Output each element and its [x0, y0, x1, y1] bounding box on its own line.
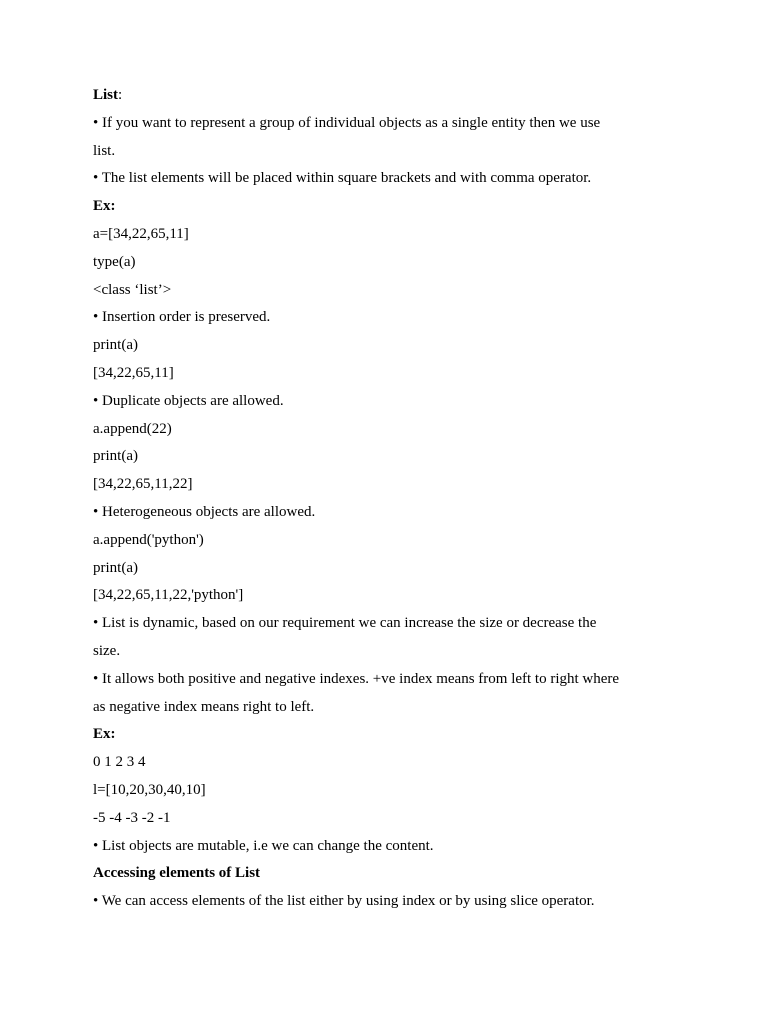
bullet-access: • We can access elements of the list either by using index or by using slice operator.	[93, 893, 595, 910]
text-line: • If you want to represent a group of individual objects as a single entity then we use	[93, 114, 601, 131]
heading-accessing-elements: Accessing elements of List	[93, 865, 261, 882]
code-line: [34,22,65,11,22,'python']	[93, 587, 244, 604]
code-line: [34,22,65,11,22]	[93, 476, 193, 493]
code-line: 0 1 2 3 4	[93, 754, 146, 771]
heading-list-text: List	[93, 87, 119, 103]
code-line: a.append('python')	[93, 531, 204, 548]
heading-list-colon: :	[118, 87, 123, 103]
code-line: [34,22,65,11]	[93, 364, 174, 381]
bullet-indexes: • It allows both positive and negative indexes. +ve index means from left to right where	[93, 670, 620, 687]
code-line: print(a)	[93, 448, 138, 465]
code-line: a=[34,22,65,11]	[93, 225, 189, 242]
text-line: list.	[93, 142, 116, 159]
ex-label: Ex:	[93, 726, 116, 743]
text-line: • The list elements will be placed within square brackets and with comma operator.	[93, 170, 592, 187]
code-line: -5 -4 -3 -2 -1	[93, 809, 171, 826]
document-page	[93, 82, 673, 916]
ex-label: Ex:	[93, 198, 116, 215]
code-line: print(a)	[93, 559, 138, 576]
bullet-duplicates: • Duplicate objects are allowed.	[93, 392, 284, 409]
code-line: l=[10,20,30,40,10]	[93, 781, 206, 798]
bullet-dynamic: • List is dynamic, based on our requirement we can increase the size or decrease the	[93, 615, 597, 632]
code-line: print(a)	[93, 337, 138, 354]
bullet-insertion-order: • Insertion order is preserved.	[93, 309, 271, 326]
bullet-indexes-continued: as negative index means right to left.	[93, 698, 315, 715]
bullet-heterogeneous: • Heterogeneous objects are allowed.	[93, 503, 316, 520]
code-line: type(a)	[93, 253, 136, 270]
heading-list	[93, 82, 673, 110]
code-line: <class ‘list’>	[93, 281, 172, 298]
bullet-dynamic-continued: size.	[93, 642, 121, 659]
code-line: a.append(22)	[93, 420, 172, 437]
bullet-mutable: • List objects are mutable, i.e we can change the content.	[93, 837, 434, 854]
